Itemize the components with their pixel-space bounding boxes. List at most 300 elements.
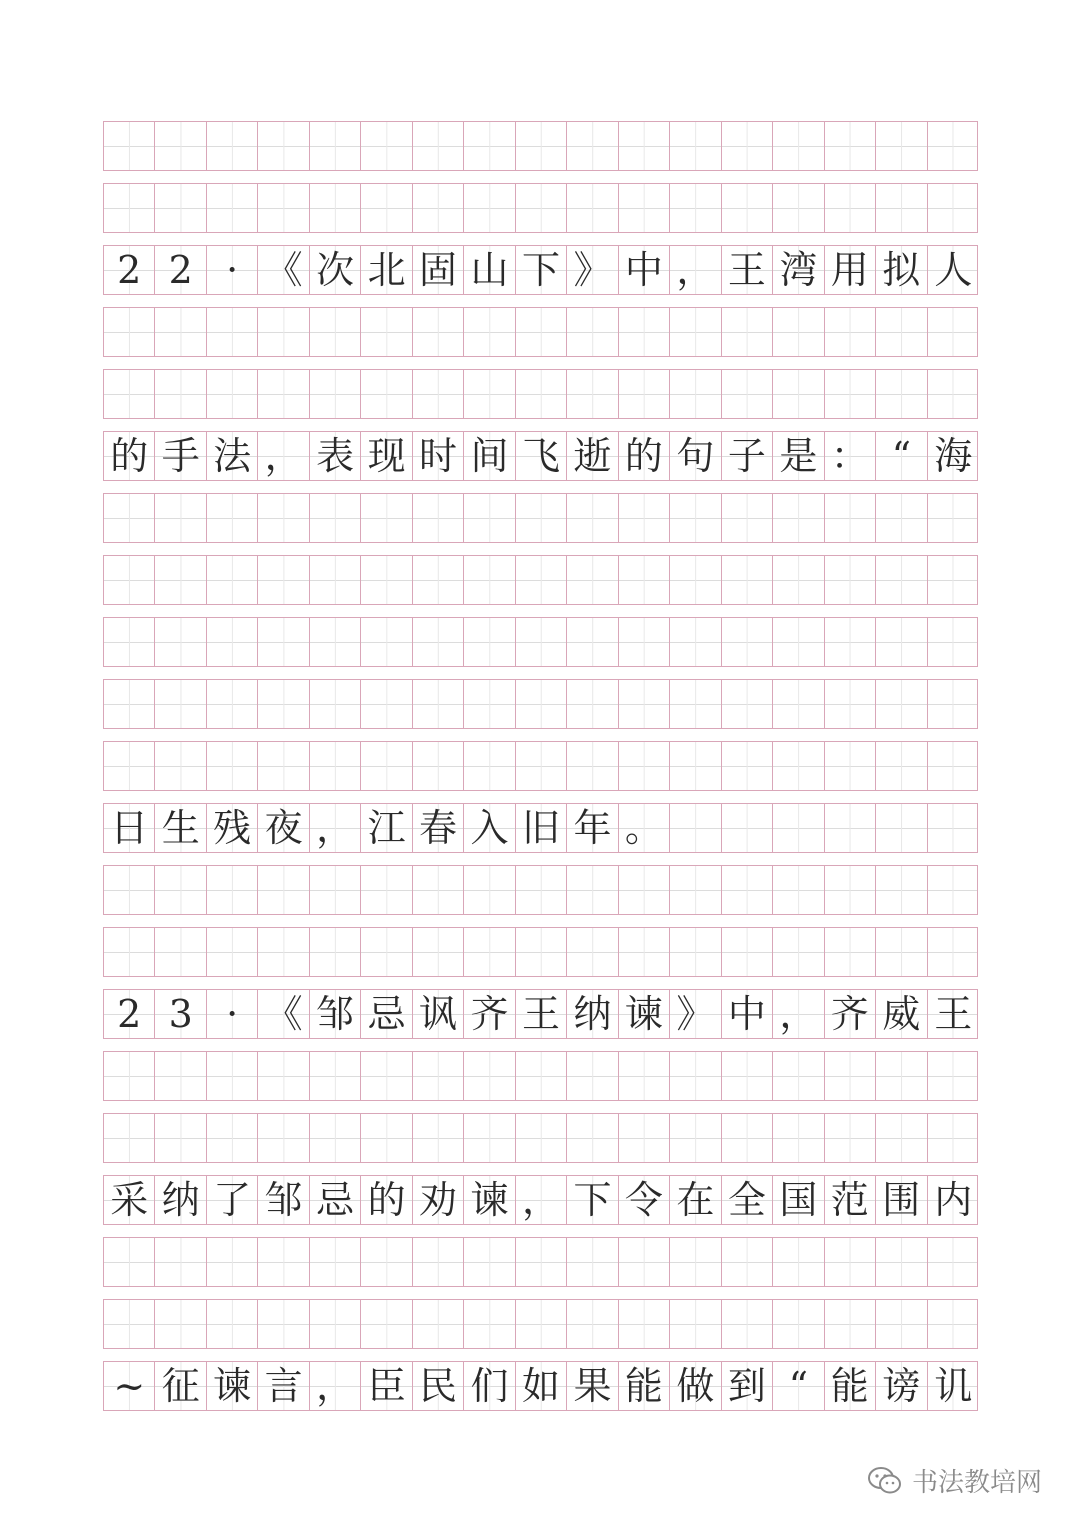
grid-cell (258, 556, 309, 604)
grid-cell (876, 122, 927, 170)
blank-grid-row (103, 121, 978, 171)
grid-cell: 谏 (207, 1362, 258, 1410)
grid-cell (361, 1300, 412, 1348)
grid-cell (825, 184, 876, 232)
grid-cell (207, 122, 258, 170)
grid-cell: 围 (876, 1176, 927, 1224)
grid-cell (567, 1300, 618, 1348)
grid-cell (464, 928, 515, 976)
grid-cell: · (207, 990, 258, 1038)
blank-grid-row (103, 1299, 978, 1349)
grid-cell (928, 1238, 979, 1286)
grid-cell (825, 804, 876, 852)
grid-cell (567, 680, 618, 728)
grid-cell (516, 618, 567, 666)
grid-cell (258, 680, 309, 728)
grid-cell (207, 742, 258, 790)
grid-cell (310, 1300, 361, 1348)
grid-cell: 范 (825, 1176, 876, 1224)
grid-cell (413, 1052, 464, 1100)
grid-cell: 子 (722, 432, 773, 480)
grid-cell (207, 1238, 258, 1286)
grid-cell (104, 1300, 155, 1348)
grid-cell: 纳 (155, 1176, 206, 1224)
grid-cell (361, 122, 412, 170)
grid-cell (722, 1300, 773, 1348)
grid-cell: 到 (722, 1362, 773, 1410)
grid-cell (773, 1300, 824, 1348)
grid-cell: 臣 (361, 1362, 412, 1410)
grid-cell (516, 308, 567, 356)
grid-cell (773, 680, 824, 728)
grid-cell (567, 1114, 618, 1162)
grid-cell (413, 928, 464, 976)
grid-cell (464, 618, 515, 666)
grid-cell (310, 1052, 361, 1100)
grid-cell: 《 (258, 990, 309, 1038)
blank-grid-row (103, 493, 978, 543)
grid-cell (361, 928, 412, 976)
grid-cell (104, 370, 155, 418)
grid-cell (310, 680, 361, 728)
grid-cell: 令 (619, 1176, 670, 1224)
grid-cell (773, 928, 824, 976)
grid-cell (207, 928, 258, 976)
grid-cell: 采 (104, 1176, 155, 1224)
grid-cell (413, 308, 464, 356)
grid-cell: 下 (516, 246, 567, 294)
grid-cell: 果 (567, 1362, 618, 1410)
grid-cell: 征 (155, 1362, 206, 1410)
grid-cell (207, 618, 258, 666)
grid-cell (361, 618, 412, 666)
grid-cell (928, 680, 979, 728)
grid-cell: 齐 (464, 990, 515, 1038)
grid-cell (619, 370, 670, 418)
grid-cell: 》 (670, 990, 721, 1038)
grid-cell (516, 370, 567, 418)
grid-cell (258, 742, 309, 790)
grid-cell (876, 1052, 927, 1100)
grid-cell: 残 (207, 804, 258, 852)
grid-cell (825, 1052, 876, 1100)
grid-cell (928, 866, 979, 914)
grid-cell (464, 308, 515, 356)
grid-cell: 飞 (516, 432, 567, 480)
grid-cell (207, 866, 258, 914)
grid-cell: · (207, 246, 258, 294)
grid-cell (310, 742, 361, 790)
grid-cell: 中 (722, 990, 773, 1038)
grid-cell (464, 122, 515, 170)
wechat-icon (868, 1467, 902, 1495)
grid-cell (207, 680, 258, 728)
grid-cell (413, 618, 464, 666)
grid-cell (567, 184, 618, 232)
blank-grid-row (103, 679, 978, 729)
grid-cell (413, 370, 464, 418)
grid-cell: 劝 (413, 1176, 464, 1224)
grid-cell (722, 1238, 773, 1286)
grid-cell (361, 494, 412, 542)
grid-cell: 人 (934, 248, 973, 292)
grid-cell (155, 494, 206, 542)
grid-cell: 王 (722, 246, 773, 294)
grid-cell: 王 (934, 992, 973, 1036)
grid-cell (258, 370, 309, 418)
grid-cell (670, 370, 721, 418)
grid-cell: 了 (207, 1176, 258, 1224)
grid-cell (670, 184, 721, 232)
grid-cell (876, 804, 927, 852)
grid-cell (155, 184, 206, 232)
grid-cell (516, 1052, 567, 1100)
grid-cell: “ (876, 432, 927, 480)
grid-cell (876, 742, 927, 790)
grid-cell (773, 804, 824, 852)
grid-cell (310, 308, 361, 356)
grid-cell (155, 618, 206, 666)
grid-cell: 们 (464, 1362, 515, 1410)
grid-cell (516, 866, 567, 914)
grid-cell: 生 (155, 804, 206, 852)
blank-grid-row (103, 369, 978, 419)
grid-cell: 法 (207, 432, 258, 480)
grid-cell (825, 1300, 876, 1348)
grid-cell (464, 680, 515, 728)
grid-cell (310, 184, 361, 232)
grid-cell (670, 1238, 721, 1286)
grid-cell (876, 556, 927, 604)
grid-cell: 现 (361, 432, 412, 480)
grid-cell (567, 556, 618, 604)
grid-cell (876, 370, 927, 418)
grid-cell: 纳 (567, 990, 618, 1038)
grid-cell (722, 928, 773, 976)
grid-cell (155, 680, 206, 728)
grid-cell (876, 1114, 927, 1162)
grid-cell (773, 556, 824, 604)
grid-cell (670, 1300, 721, 1348)
grid-cell (258, 1114, 309, 1162)
grid-cell (876, 308, 927, 356)
grid-cell (516, 1238, 567, 1286)
grid-cell (567, 742, 618, 790)
grid-cell (413, 184, 464, 232)
grid-cell (155, 866, 206, 914)
grid-cell: ， (258, 432, 309, 480)
grid-cell: 拟 (876, 246, 927, 294)
grid-cell (258, 1300, 309, 1348)
grid-cell (722, 122, 773, 170)
grid-cell (619, 1052, 670, 1100)
grid-cell (413, 742, 464, 790)
grid-cell (825, 866, 876, 914)
grid-cell: ， (310, 1362, 361, 1410)
grid-cell: 的 (619, 432, 670, 480)
grid-cell: 间 (464, 432, 515, 480)
text-row (103, 431, 978, 481)
grid-cell: 能 (825, 1362, 876, 1410)
grid-cell (361, 866, 412, 914)
grid-cell: 谤 (876, 1362, 927, 1410)
grid-cell: 夜 (258, 804, 309, 852)
grid-cell (516, 184, 567, 232)
grid-cell: 海 (934, 434, 973, 478)
grid-cell (619, 494, 670, 542)
grid-cell (464, 1052, 515, 1100)
text-row (103, 989, 978, 1039)
grid-cell: 在 (670, 1176, 721, 1224)
grid-cell (464, 866, 515, 914)
grid-cell (104, 122, 155, 170)
grid-cell: ， (310, 804, 361, 852)
grid-cell (825, 928, 876, 976)
grid-cell (207, 308, 258, 356)
grid-cell: 固 (413, 246, 464, 294)
grid-cell (567, 928, 618, 976)
grid-cell (825, 370, 876, 418)
blank-grid-row (103, 1113, 978, 1163)
grid-cell (928, 184, 979, 232)
grid-cell: 中 (619, 246, 670, 294)
grid-cell (310, 928, 361, 976)
grid-cell: 手 (155, 432, 206, 480)
grid-cell (876, 1238, 927, 1286)
grid-cell (928, 1114, 979, 1162)
grid-cell (876, 1300, 927, 1348)
grid-cell (825, 308, 876, 356)
grid-cell (258, 122, 309, 170)
grid-cell (567, 866, 618, 914)
grid-cell (413, 680, 464, 728)
blank-grid-row (103, 617, 978, 667)
text-row (103, 1361, 978, 1411)
grid-cell (258, 1238, 309, 1286)
grid-cell (310, 1238, 361, 1286)
grid-cell (619, 122, 670, 170)
grid-cell (155, 1238, 206, 1286)
grid-cell: 讥 (934, 1364, 973, 1408)
grid-cell (516, 1114, 567, 1162)
grid-cell (773, 866, 824, 914)
grid-cell (722, 866, 773, 914)
grid-cell: 谏 (464, 1176, 515, 1224)
grid-cell: 忌 (361, 990, 412, 1038)
grid-cell (670, 308, 721, 356)
grid-cell (361, 1052, 412, 1100)
grid-cell (928, 1052, 979, 1100)
blank-grid-row (103, 927, 978, 977)
grid-cell (464, 494, 515, 542)
grid-cell (722, 494, 773, 542)
grid-cell (825, 494, 876, 542)
grid-cell (773, 184, 824, 232)
grid-cell (825, 742, 876, 790)
grid-cell: 时 (413, 432, 464, 480)
grid-cell (155, 1052, 206, 1100)
grid-cell: 齐 (825, 990, 876, 1038)
grid-cell (670, 494, 721, 542)
grid-cell: 3 (155, 990, 206, 1038)
grid-cell (104, 556, 155, 604)
grid-cell (207, 184, 258, 232)
grid-cell (413, 1238, 464, 1286)
grid-cell: 2 (104, 990, 155, 1038)
grid-cell (516, 556, 567, 604)
grid-cell: 内 (934, 1178, 973, 1222)
grid-cell (464, 742, 515, 790)
grid-cell (310, 556, 361, 604)
grid-cell (773, 370, 824, 418)
grid-cell (155, 556, 206, 604)
grid-cell (413, 494, 464, 542)
grid-cell (155, 1114, 206, 1162)
grid-cell (567, 308, 618, 356)
grid-cell (670, 866, 721, 914)
grid-cell (876, 680, 927, 728)
grid-cell (670, 122, 721, 170)
grid-cell (928, 122, 979, 170)
grid-cell: 忌 (310, 1176, 361, 1224)
grid-cell (413, 866, 464, 914)
grid-cell (619, 742, 670, 790)
grid-cell (670, 1052, 721, 1100)
grid-cell: 威 (876, 990, 927, 1038)
grid-cell (670, 680, 721, 728)
grid-cell: 能 (619, 1362, 670, 1410)
grid-cell: 逝 (567, 432, 618, 480)
grid-cell (928, 556, 979, 604)
grid-cell (722, 370, 773, 418)
grid-cell: 的 (104, 432, 155, 480)
grid-cell: ： (825, 432, 876, 480)
grid-cell (310, 370, 361, 418)
grid-cell: 讽 (413, 990, 464, 1038)
blank-grid-row (103, 865, 978, 915)
grid-cell (722, 1052, 773, 1100)
grid-cell (773, 1238, 824, 1286)
grid-cell (825, 556, 876, 604)
text-row (103, 803, 978, 853)
grid-cell (567, 1238, 618, 1286)
grid-cell: 如 (516, 1362, 567, 1410)
grid-cell (207, 494, 258, 542)
grid-cell: 表 (310, 432, 361, 480)
grid-cell (670, 618, 721, 666)
grid-cell (619, 184, 670, 232)
grid-cell (876, 184, 927, 232)
blank-grid-row (103, 555, 978, 605)
grid-cell: 邹 (258, 1176, 309, 1224)
blank-grid-row (103, 741, 978, 791)
grid-cell (928, 742, 979, 790)
grid-cell (670, 804, 721, 852)
grid-cell (619, 308, 670, 356)
grid-cell (516, 1300, 567, 1348)
grid-cell (155, 742, 206, 790)
grid-cell: 做 (670, 1362, 721, 1410)
grid-cell (104, 866, 155, 914)
grid-cell (670, 742, 721, 790)
grid-cell (722, 618, 773, 666)
grid-cell (722, 308, 773, 356)
grid-cell (155, 370, 206, 418)
grid-cell (619, 1114, 670, 1162)
grid-cell (464, 1300, 515, 1348)
grid-cell (104, 494, 155, 542)
grid-cell: 下 (567, 1176, 618, 1224)
grid-cell (464, 1238, 515, 1286)
grid-cell (413, 122, 464, 170)
text-row (103, 245, 978, 295)
grid-cell: 旧 (516, 804, 567, 852)
grid-cell (825, 680, 876, 728)
blank-grid-row (103, 1237, 978, 1287)
grid-cell (619, 928, 670, 976)
grid-cell (361, 184, 412, 232)
grid-cell (928, 308, 979, 356)
grid-cell: 王 (516, 990, 567, 1038)
grid-cell (464, 1114, 515, 1162)
grid-cell (361, 370, 412, 418)
grid-cell (361, 680, 412, 728)
grid-cell: 全 (722, 1176, 773, 1224)
grid-cell (773, 742, 824, 790)
grid-cell: 用 (825, 246, 876, 294)
grid-cell (722, 742, 773, 790)
grid-cell (928, 494, 979, 542)
grid-cell (773, 122, 824, 170)
grid-cell: 言 (258, 1362, 309, 1410)
grid-cell (413, 556, 464, 604)
grid-cell: 次 (310, 246, 361, 294)
grid-cell (825, 122, 876, 170)
grid-cell (207, 556, 258, 604)
grid-cell (516, 928, 567, 976)
grid-cell (258, 866, 309, 914)
grid-cell (619, 556, 670, 604)
grid-cell (361, 1238, 412, 1286)
grid-cell: 山 (464, 246, 515, 294)
grid-cell (413, 1300, 464, 1348)
grid-cell (155, 122, 206, 170)
grid-cell: 国 (773, 1176, 824, 1224)
grid-cell (619, 1238, 670, 1286)
grid-cell (619, 680, 670, 728)
grid-cell (670, 1114, 721, 1162)
grid-cell (516, 742, 567, 790)
grid-cell (773, 618, 824, 666)
grid-cell (258, 494, 309, 542)
grid-cell (773, 494, 824, 542)
grid-cell (104, 1114, 155, 1162)
grid-cell (258, 184, 309, 232)
grid-cell (619, 1300, 670, 1348)
grid-cell (876, 866, 927, 914)
blank-grid-row (103, 1051, 978, 1101)
grid-cell (104, 928, 155, 976)
grid-cell: 《 (258, 246, 309, 294)
grid-cell (310, 866, 361, 914)
grid-cell (928, 618, 979, 666)
grid-cell: 入 (464, 804, 515, 852)
grid-cell: ~ (104, 1362, 155, 1410)
grid-cell (825, 1238, 876, 1286)
grid-cell: ， (670, 246, 721, 294)
grid-cell (567, 494, 618, 542)
grid-cell (876, 618, 927, 666)
